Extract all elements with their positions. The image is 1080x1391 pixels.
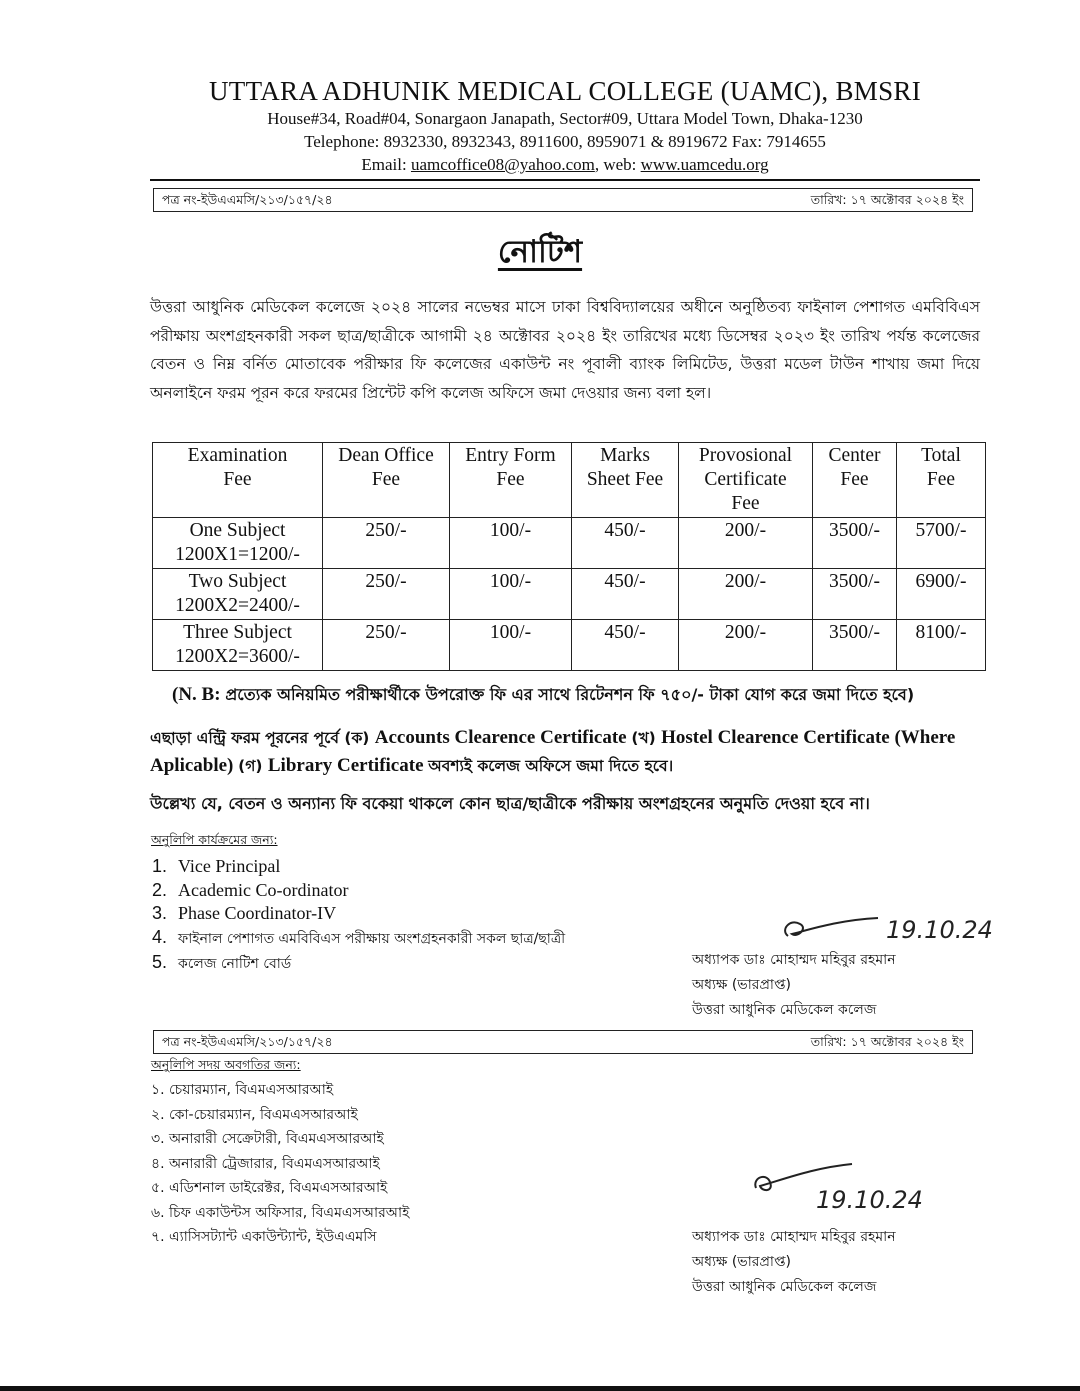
copy-list-action — [152, 855, 565, 977]
signature-handwritten — [752, 1158, 952, 1218]
scan-edge — [0, 1386, 1080, 1391]
table-row — [153, 620, 986, 671]
list-item: 3. Phase Coordinator-IV — [152, 903, 337, 923]
nb-text: প্রত্যেক অনিয়মিত পরীক্ষার্থীকে উপরোক্ত ফি এর সাথে রিটেনশন ফি ৭৫০/- টাকা যোগ করে জমা দিতে হবে) — [225, 685, 915, 704]
signatory-block — [692, 948, 896, 1023]
list-item: ৪. অনারারী ট্রেজারার, বিএমএসআরআই — [151, 1155, 380, 1172]
cell-dean: 250/- — [323, 518, 450, 569]
cell-center: 3500/- — [813, 620, 897, 671]
list-item: 5. কলেজ নোটিশ বোর্ড — [152, 952, 292, 972]
signatory-name: অধ্যাপক ডাঃ মোহাম্মদ মহিবুর রহমান — [692, 1229, 896, 1245]
list-item: ৬. চিফ একাউন্টস অফিসার, বিএমএসআরআই — [151, 1204, 410, 1221]
list-item: ৭. এ্যাসিসট্যান্ট একাউন্ট্যান্ট, ইউএএমসি — [151, 1229, 377, 1245]
svg-text:19.10.24: 19.10.24 — [816, 1186, 923, 1214]
cell-marks: 450/- — [572, 518, 679, 569]
header-center-fee: Center Fee — [813, 443, 897, 518]
cell-provisional: 200/- — [679, 620, 813, 671]
cell-marks: 450/- — [572, 620, 679, 671]
cell-provisional: 200/- — [679, 518, 813, 569]
list-item: ২. কো-চেয়ারম্যান, বিএমএসআরআই — [151, 1106, 358, 1123]
college-telephone: Telephone: 8932330, 8932343, 8911600, 8959071 & 8919672 Fax: 7914655 — [304, 132, 826, 151]
cell-total: 8100/- — [897, 620, 986, 671]
list-item: ৫. এডিশনাল ডাইরেক্টর, বিএমএসআরআই — [151, 1180, 388, 1196]
email-link[interactable]: uamcoffice08@yahoo.com — [410, 155, 595, 174]
nb-note — [172, 682, 972, 709]
copy-heading-action: অনুলিপি কার্যক্রমের জন্য: — [151, 832, 278, 847]
cell-exam: One Subject 1200X1=1200/- — [153, 518, 323, 569]
header-total-fee: Total Fee — [897, 443, 986, 518]
signatory-name: অধ্যাপক ডাঃ মোহাম্মদ মহিবুর রহমান — [692, 952, 896, 968]
reference-date: তারিখ: ১৭ অক্টোবর ২০২৪ ইং — [810, 192, 964, 207]
cell-total: 5700/- — [897, 518, 986, 569]
cell-center: 3500/- — [813, 569, 897, 620]
copy-heading-info: অনুলিপি সদয় অবগতির জন্য: — [151, 1057, 301, 1072]
cell-dean: 250/- — [323, 620, 450, 671]
table-row — [153, 518, 986, 569]
notice-body: উত্তরা আধুনিক মেডিকেল কলেজে ২০২৪ সালের নভেম্বর মাসে ঢাকা বিশ্ববিদ্যালয়ের অধীনে অনুষ্ঠিতব্য ফাইনাল পেশাগত এমবিবিএস পরীক্ষায় অংশগ্রহনকারী সকল ছাত্র/ছাত্রীকে আগামী ২৪ অক্টোবর ২০২৪ ইং তারিখের মধ্যে ডিসেম্বর ২০২৩ ইং তারিখ পর্যন্ত কলেজের বেতন ও নিম্ন বর্নিত মোতাবেক পরীক্ষার ফি কলেজের একাউন্ট নং পূবালী ব্যাংক লিমিটেড, উত্তরা মডেল টাউন শাখায় জমা দিয়ে অনলাইনে ফরম পূরন করে ফরমের প্রিন্টেট কপি কলেজ অফিসে জমা দেওয়ার জন্য বলা হল। — [150, 298, 980, 402]
header-divider — [150, 179, 980, 181]
reference-date: তারিখ: ১৭ অক্টোবর ২০২৪ ইং — [810, 1034, 964, 1049]
signatory-org: উত্তরা আধুনিক মেডিকেল কলেজ — [692, 1279, 877, 1295]
cell-center: 3500/- — [813, 518, 897, 569]
cell-exam: Two Subject 1200X2=2400/- — [153, 569, 323, 620]
cell-entry: 100/- — [450, 620, 572, 671]
list-item: ৩. অনারারী সেক্রেটারী, বিএমএসআরআই — [151, 1131, 384, 1147]
signatory-title: অধ্যক্ষ (ভারপ্রাপ্ত) — [692, 1254, 791, 1270]
cell-marks: 450/- — [572, 569, 679, 620]
header-provisional-certificate-fee: Provosional Certificate Fee — [679, 443, 813, 518]
fee-table — [152, 442, 986, 671]
copy-list-info — [151, 1078, 409, 1250]
college-contact — [150, 154, 980, 176]
signatory-block — [692, 1225, 896, 1300]
nb-prefix: (N. B: — [172, 684, 226, 705]
svg-text:19.10.24: 19.10.24 — [886, 916, 993, 944]
web-link[interactable]: www.uamcedu.org — [640, 155, 769, 174]
table-row — [153, 569, 986, 620]
fee-table-header-row — [153, 443, 986, 518]
list-item: 4. ফাইনাল পেশাগত এমবিবিএস পরীক্ষায় অংশগ্রহনকারী সকল ছাত্র/ছাত্রী — [152, 926, 566, 947]
list-item: 1. Vice Principal — [152, 856, 281, 876]
list-item: 2. Academic Co-ordinator — [152, 879, 349, 900]
signatory-title: অধ্যক্ষ (ভারপ্রাপ্ত) — [692, 977, 791, 993]
reference-box-copy — [153, 1030, 973, 1054]
college-address: House#34, Road#04, Sonargaon Janapath, Sector#09, Uttara Model Town, Dhaka-1230 — [267, 109, 863, 128]
header-marks-sheet-fee: Marks Sheet Fee — [572, 443, 679, 518]
reference-number: পত্র নং-ইউএএমসি/২১৩/১৫৭/২৪ — [162, 1034, 333, 1049]
reference-number: পত্র নং-ইউএএমসি/২১৩/১৫৭/২৪ — [162, 192, 333, 207]
signature-handwritten — [778, 908, 993, 948]
header-dean-office-fee: Dean Office Fee — [323, 443, 450, 518]
web-label: , web: — [594, 155, 641, 174]
cell-entry: 100/- — [450, 569, 572, 620]
dues-warning: উল্লেখ্য যে, বেতন ও অন্যান্য ফি বকেয়া থাকলে কোন ছাত্র/ছাত্রীকে পরীক্ষায় অংশগ্রহনের অনুমতি দেওয়া হবে না। — [150, 794, 870, 813]
header-examination-fee: Examination Fee — [153, 443, 323, 518]
email-label: Email: — [361, 155, 411, 174]
reference-box — [153, 188, 973, 212]
certificate-requirement: এছাড়া এন্ট্রি ফরম পূরনের পূর্বে (ক) Accounts Clearence Certificate (খ) Hostel Clearence Certificate (Where Aplicable) (গ) Library Certificate অবশ্যই কলেজ অফিসে জমা দিতে হবে। — [150, 727, 956, 776]
notice-title: নোটিশ — [497, 234, 583, 270]
cell-entry: 100/- — [450, 518, 572, 569]
signatory-org: উত্তরা আধুনিক মেডিকেল কলেজ — [692, 1002, 877, 1018]
header-entry-form-fee: Entry Form Fee — [450, 443, 572, 518]
cell-provisional: 200/- — [679, 569, 813, 620]
cell-exam: Three Subject 1200X2=3600/- — [153, 620, 323, 671]
college-name: UTTARA ADHUNIK MEDICAL COLLEGE (UAMC), BMSRI — [208, 76, 922, 106]
cell-dean: 250/- — [323, 569, 450, 620]
cell-total: 6900/- — [897, 569, 986, 620]
list-item: ১. চেয়ারম্যান, বিএমএসআরআই — [151, 1082, 334, 1098]
